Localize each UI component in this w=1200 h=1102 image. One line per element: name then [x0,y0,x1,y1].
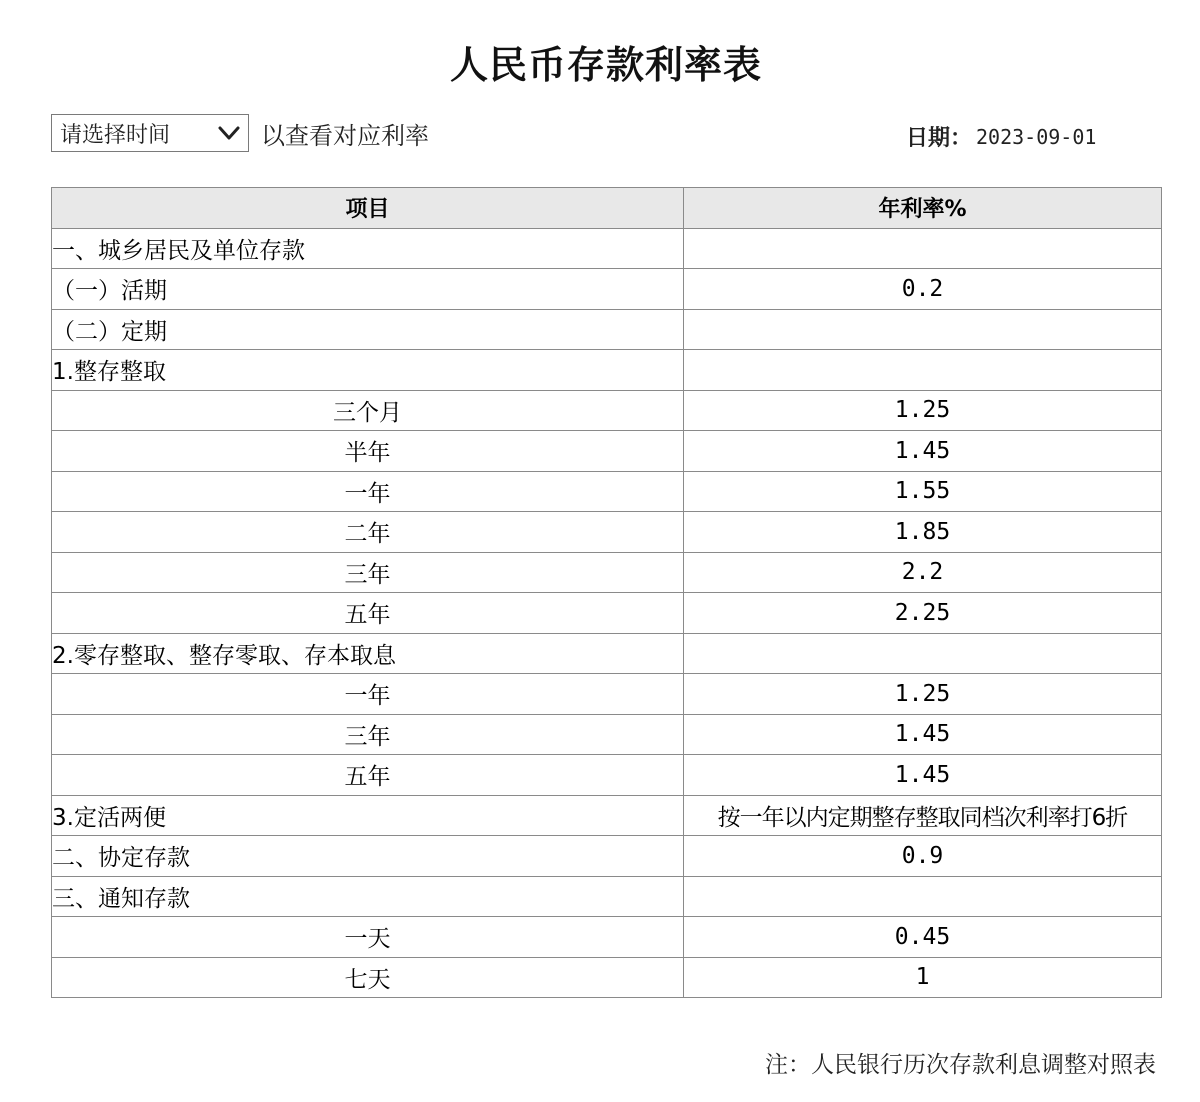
row-rate: 0.2 [684,269,1162,310]
row-rate: 1.45 [684,431,1162,472]
row-item: 七天 [52,957,684,998]
row-item: 二、协定存款 [52,836,684,877]
table-header-row [52,188,1162,229]
row-rate: 0.45 [684,917,1162,958]
table-row [52,876,1162,917]
table-row [52,633,1162,674]
row-item: 五年 [52,755,684,796]
row-rate: 1.55 [684,471,1162,512]
row-item: 2.零存整取、整存零取、存本取息 [52,633,684,674]
table-row [52,593,1162,634]
row-item: 三年 [52,714,684,755]
row-rate [684,876,1162,917]
row-rate [684,309,1162,350]
row-item: 三年 [52,552,684,593]
table-row [52,431,1162,472]
table-row [52,755,1162,796]
header-item: 项目 [52,188,684,229]
row-rate: 2.25 [684,593,1162,634]
row-item: 五年 [52,593,684,634]
table-row [52,836,1162,877]
table-row [52,674,1162,715]
table-row [52,917,1162,958]
date-value: 2023-09-01 [976,124,1097,149]
table-row [52,714,1162,755]
time-select[interactable] [51,114,249,152]
table-row [52,309,1162,350]
row-rate: 0.9 [684,836,1162,877]
rates-table [51,187,1162,998]
row-rate: 1.25 [684,674,1162,715]
row-rate [684,228,1162,269]
table-row [52,552,1162,593]
row-item: 半年 [52,431,684,472]
table-row [52,228,1162,269]
time-select-value: 请选择时间 [60,122,171,148]
row-item: 一年 [52,674,684,715]
row-item: 一年 [52,471,684,512]
row-item: 一、城乡居民及单位存款 [52,228,684,269]
date-display [906,121,1096,152]
table-row [52,795,1162,836]
table-row [52,957,1162,998]
row-rate [684,633,1162,674]
row-rate: 1.45 [684,714,1162,755]
row-item: 三、通知存款 [52,876,684,917]
table-row [52,512,1162,553]
page-title: 人民币存款利率表 [449,42,762,87]
row-item: 1.整存整取 [52,350,684,391]
row-item: 三个月 [52,390,684,431]
row-rate: 按一年以内定期整存整取同档次利率打6折 [684,795,1162,836]
row-item: （二）定期 [52,309,684,350]
chevron-down-icon [216,120,242,146]
row-rate: 1.25 [684,390,1162,431]
header-rate: 年利率% [684,188,1162,229]
table-row [52,471,1162,512]
controls-bar [51,113,429,153]
row-item: 二年 [52,512,684,553]
row-rate: 1 [684,957,1162,998]
row-rate: 2.2 [684,552,1162,593]
row-rate: 1.45 [684,755,1162,796]
date-label: 日期： [906,126,973,151]
row-item: 一天 [52,917,684,958]
table-row [52,390,1162,431]
select-hint: 以查看对应利率 [261,121,429,150]
history-note: 注：人民银行历次存款利息调整对照表 [765,1052,1156,1078]
table-row [52,350,1162,391]
row-rate: 1.85 [684,512,1162,553]
row-item: 3.定活两便 [52,795,684,836]
table-row [52,269,1162,310]
row-item: （一）活期 [52,269,684,310]
row-rate [684,350,1162,391]
